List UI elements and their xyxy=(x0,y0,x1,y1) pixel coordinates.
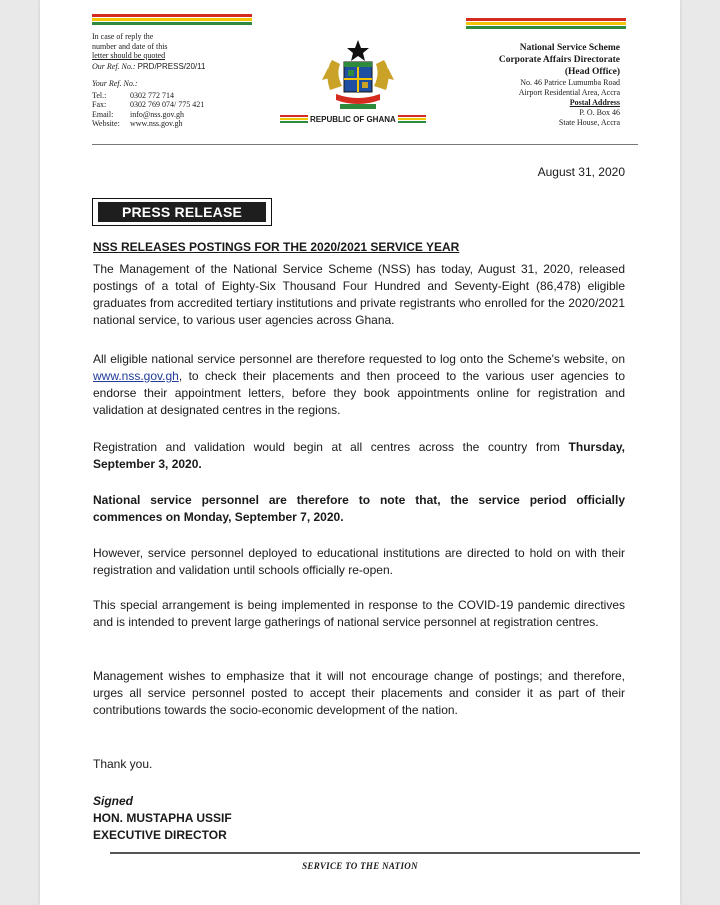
signature-block xyxy=(93,793,232,844)
closing: Thank you. xyxy=(93,757,153,771)
contact-value: www.nss.gov.gh xyxy=(130,119,183,128)
coat-of-arms-icon xyxy=(318,38,398,114)
signatory-title: EXECUTIVE DIRECTOR xyxy=(93,828,227,842)
street-address: No. 46 Patrice Lumumba Road xyxy=(520,78,620,87)
press-release-badge xyxy=(92,198,272,226)
flag-bars-left xyxy=(92,14,252,25)
paragraph-2-text: All eligible national service personnel are therefore requested to log onto the Scheme's website, on xyxy=(93,352,625,366)
paragraph-7: Management wishes to emphasize that it will not encourage change of postings; and therefore, urges all service personnel posted to accept their placements and consider it as part of their contributions towards the socio-economic development of the nation. xyxy=(93,669,625,717)
po-box: P. O. Box 46 xyxy=(579,108,620,117)
letterhead-right xyxy=(420,42,620,128)
contact-value: 0302 769 074/ 775 421 xyxy=(130,100,205,109)
letterhead-left xyxy=(92,32,292,129)
paragraph-6: This special arrangement is being implemented in response to the COVID-19 pandemic directives and is intended to prevent large gatherings of national service personnel at registration centres. xyxy=(93,598,625,629)
contact-label: Website: xyxy=(92,119,120,128)
contact-label: Email: xyxy=(92,109,114,119)
postal-address-label: Postal Address xyxy=(569,98,620,107)
paragraph-5: However, service personnel deployed to educational institutions are directed to hold on with their registration and validation until schools officially re-open. xyxy=(93,546,625,577)
directorate-name: Corporate Affairs Directorate xyxy=(498,55,620,65)
footer-motto: SERVICE TO THE NATION xyxy=(302,861,418,871)
contact-block xyxy=(92,91,292,129)
letter-page xyxy=(40,0,680,905)
paragraph-4: National service personnel are therefore to note that, the service period officially commences on Monday, September 7, 2020. xyxy=(93,493,625,524)
paragraph-3 xyxy=(93,439,625,473)
reply-note-line: number and date of this xyxy=(92,41,168,51)
flag-bars-right xyxy=(466,18,626,29)
footer-divider xyxy=(110,852,640,854)
office-name: (Head Office) xyxy=(564,67,620,77)
release-date: August 31, 2020 xyxy=(537,165,625,179)
contact-label: Fax: xyxy=(92,100,107,109)
our-ref-value: PRD/PRESS/20/11 xyxy=(137,61,206,71)
contact-value: 0302 772 714 xyxy=(130,90,174,100)
reply-note-line: In case of reply the xyxy=(92,32,154,41)
contact-label: Tel.: xyxy=(92,90,107,100)
republic-of-ghana-banner xyxy=(280,113,440,125)
area-address: Airport Residential Area, Accra xyxy=(518,88,620,97)
contact-value: info@nss.gov.gh xyxy=(130,109,184,119)
headline: NSS RELEASES POSTINGS FOR THE 2020/2021 SERVICE YEAR xyxy=(93,240,460,254)
paragraph-2-text: , to check their placements and then proceed to the various user agencies to endorse their appointment letters, before they book appointments online for registration and validation at designated centres in the regions. xyxy=(93,369,625,417)
header-divider xyxy=(92,144,638,145)
org-name: National Service Scheme xyxy=(519,43,620,53)
paragraph-2 xyxy=(93,351,625,419)
state-house: State House, Accra xyxy=(558,118,620,127)
reply-note-line: letter should be quoted xyxy=(92,51,166,60)
press-release-label: PRESS RELEASE xyxy=(98,202,266,222)
signed-label: Signed xyxy=(93,794,134,808)
your-ref-label: Your Ref. No.: xyxy=(92,79,138,88)
republic-label: REPUBLIC OF GHANA xyxy=(310,114,396,124)
our-ref-label: Our Ref. No.: xyxy=(92,61,136,71)
signatory-name: HON. MUSTAPHA USSIF xyxy=(93,811,232,825)
registration-date: Thursday, September 3, 2020. xyxy=(93,440,625,471)
paragraph-3-text: Registration and validation would begin at all centres across the country from xyxy=(93,440,569,454)
paragraph-1: The Management of the National Service Scheme (NSS) has today, August 31, 2020, released postings of a total of Eighty-Six Thousand Four Hundred and Seventy-Eight (86,478) eligible graduates from accredited tertiary institutions and private registrants who enrolled for the 2020/2021 national service, to various user agencies across Ghana. xyxy=(93,262,625,327)
nss-website-link[interactable]: www.nss.gov.gh xyxy=(93,369,179,383)
